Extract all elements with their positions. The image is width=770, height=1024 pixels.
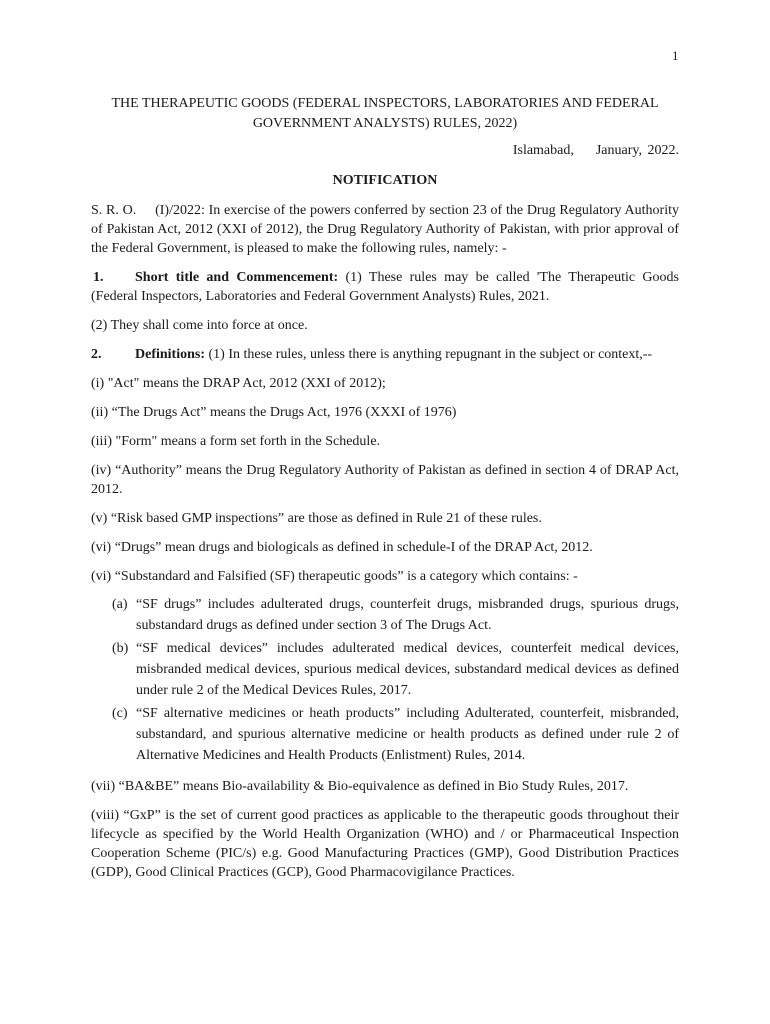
rule-1-heading: Short title and Commencement:	[135, 270, 339, 285]
definition-ii: (ii) “The Drugs Act” means the Drugs Act, 1976 (XXXI of 1976)	[91, 405, 457, 420]
page-number: 1	[672, 48, 679, 63]
sf-item-a-text: “SF drugs” includes adulterated drugs, counterfeit drugs, misbranded drugs, spurious drugs, substandard drugs as defined under section 3 of The Drugs Act.	[136, 597, 679, 633]
notification-heading: NOTIFICATION	[332, 173, 438, 188]
sf-items-list	[91, 594, 679, 766]
rule-2	[91, 345, 679, 364]
document-body	[91, 201, 683, 892]
rule-2-heading: Definitions:	[135, 347, 205, 362]
definition-i: (i) "Act" means the DRAP Act, 2012 (XXI of 2012);	[91, 376, 386, 391]
rule-2-number: 2.	[91, 347, 102, 362]
sf-item-c-label: (c)	[112, 706, 128, 721]
sf-item-a-label: (a)	[112, 597, 128, 612]
dateline: Islamabad, January, 2022.	[512, 143, 679, 158]
sf-item-b	[91, 638, 679, 701]
definition-iv: (iv) “Authority” means the Drug Regulatory Authority of Pakistan as defined in section 4 of DRAP Act, 2012.	[91, 463, 679, 497]
definition-v: (v) “Risk based GMP inspections” are those as defined in Rule 21 of these rules.	[91, 511, 542, 526]
rule-1-sub-2: (2) They shall come into force at once.	[91, 318, 308, 333]
sf-item-a	[91, 594, 679, 636]
definition-vi-sf: (vi) “Substandard and Falsified (SF) therapeutic goods” is a category which contains: -	[91, 569, 578, 584]
rule-1-number: 1.	[93, 270, 104, 285]
rule-1-text: (1) These rules may be called 'The Therapeutic Goods (Federal Inspectors, Laboratories and Federal Government Analysts) Rules, 2021.	[91, 270, 679, 304]
rule-2-text: (1) In these rules, unless there is anything repugnant in the subject or context,--	[205, 347, 653, 362]
document-title: THE THERAPEUTIC GOODS (FEDERAL INSPECTORS, LABORATORIES AND FEDERAL GOVERNMENT ANALYSTS) RULES, 2022)	[111, 96, 659, 131]
rule-1	[91, 268, 679, 306]
preamble: S. R. O. (I)/2022: In exercise of the powers conferred by section 23 of the Drug Regulatory Authority of Pakistan Act, 2012 (XXI of 2012), the Drug Regulatory Authority of Pakistan, with prior approval of the Federal Government, is pleased to make the following rules, namely: -	[91, 203, 683, 256]
sf-item-b-label: (b)	[112, 641, 129, 656]
sf-item-c	[91, 703, 679, 766]
sf-item-b-text: “SF medical devices” includes adulterated medical devices, counterfeit medical devices, misbranded medical devices, spurious medical devices, substandard medical devices as defined under rule 2 of the Medical Devices Rules, 2017.	[136, 641, 679, 698]
definition-vi-drugs: (vi) “Drugs” mean drugs and biologicals as defined in schedule-I of the DRAP Act, 2012.	[91, 540, 593, 555]
definition-iii: (iii) "Form" means a form set forth in the Schedule.	[91, 434, 381, 449]
sf-item-c-text: “SF alternative medicines or heath products” including Adulterated, counterfeit, misbranded, substandard, and spurious alternative medicine or health products as defined under rule 2 of Alternative Medicines and Health Products (Enlistment) Rules, 2014.	[136, 706, 679, 763]
definition-viii: (viii) “GxP” is the set of current good practices as applicable to the therapeutic goods throughout their lifecycle as specified by the World Health Organization (WHO) and / or Pharmaceutical Inspection Cooperation Scheme (PIC/s) e.g. Good Manufacturing Practices (GMP), Good Distribution Practices (GDP), Good Clinical Practices (GCP), Good Pharmacovigilance Practices.	[91, 808, 679, 880]
definition-vii: (vii) “BA&BE” means Bio-availability & Bio-equivalence as defined in Bio Study Rules, 2017.	[91, 779, 629, 794]
